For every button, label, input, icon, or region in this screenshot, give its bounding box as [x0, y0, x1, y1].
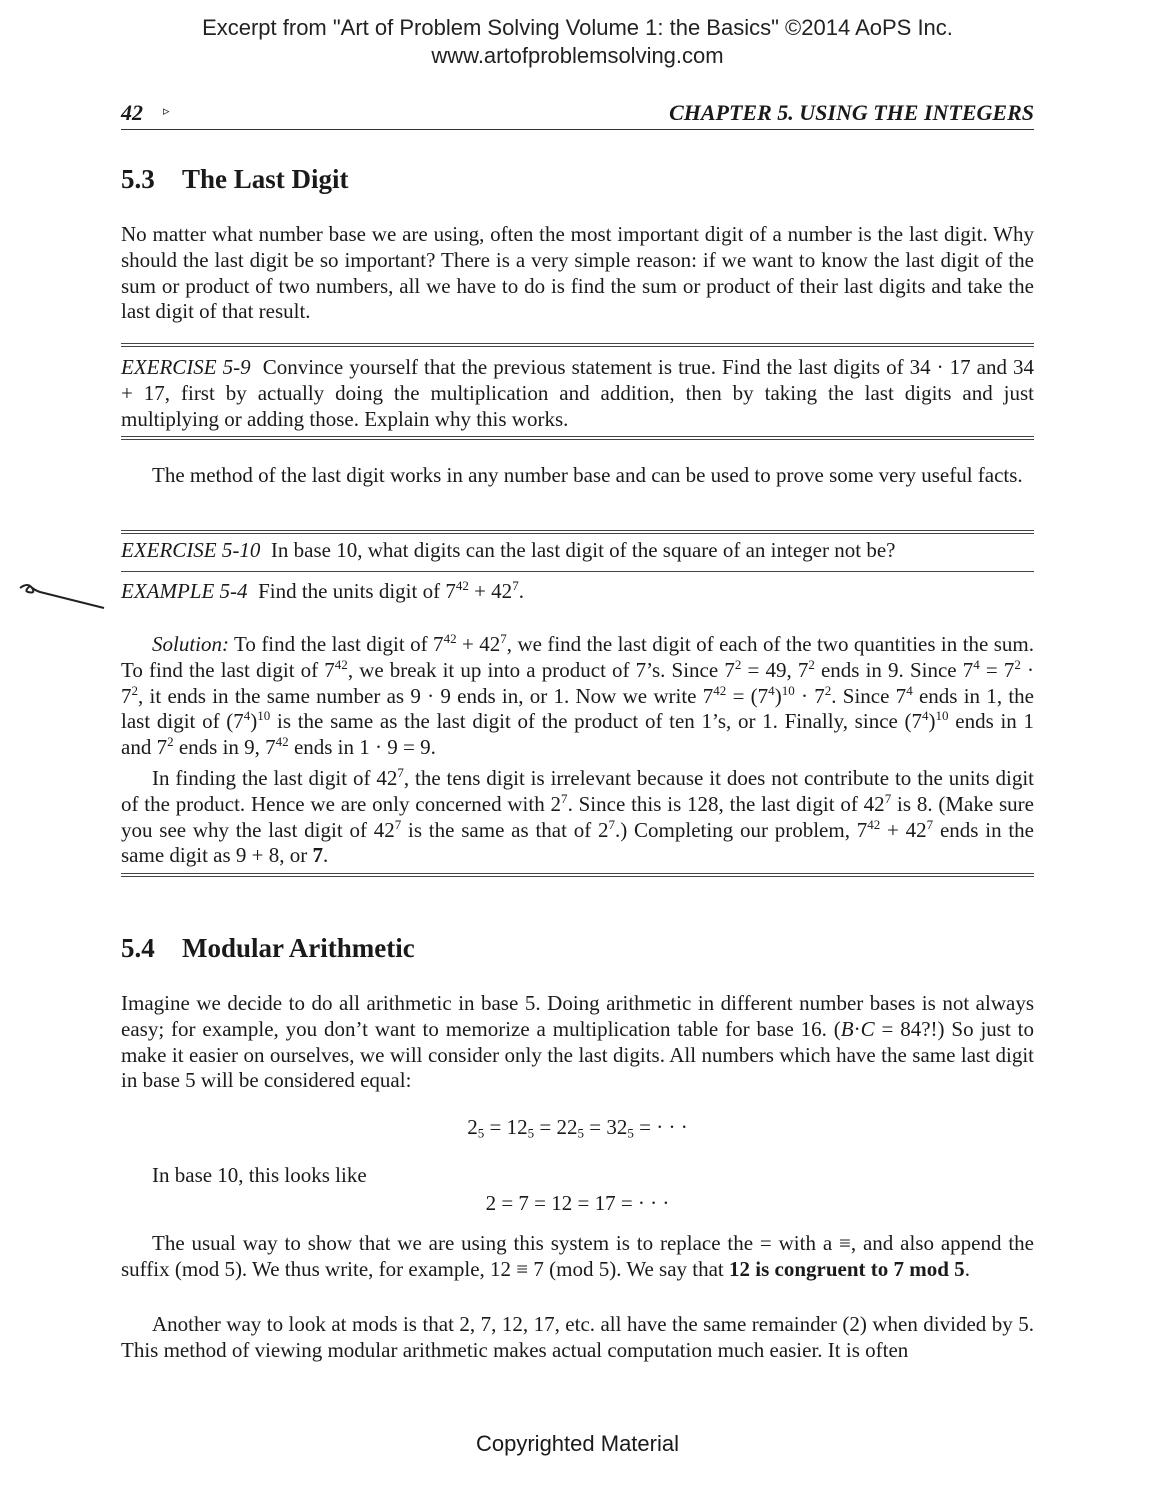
- section-title: Modular Arithmetic: [182, 933, 415, 963]
- section-title: The Last Digit: [182, 164, 349, 194]
- margin-pen-mark-icon: [18, 578, 108, 612]
- copyright-footer: Copyrighted Material: [476, 1431, 679, 1456]
- base10-intro: In base 10, this looks like: [152, 1163, 367, 1187]
- excerpt-header: [0, 14, 1155, 70]
- exercise-label: EXERCISE 5-9: [121, 355, 251, 379]
- base5-equation: $2_5 = 12_5 = 22_5 = 32_5$ = · · ·: [467, 1115, 688, 1141]
- method-paragraph: The method of the last digit works in any number base and can be used to prove some very useful facts.: [152, 463, 1023, 487]
- page-number: 42: [121, 100, 143, 125]
- example-bottom-rule: [121, 873, 1034, 877]
- section-heading-5-3: [121, 164, 349, 195]
- example-divider-rule: [121, 571, 1034, 572]
- exercise-text: In base 10, what digits can the last digit of the square of an integer not be?: [270, 538, 896, 562]
- excerpt-line-1: Excerpt from "Art of Problem Solving Volume 1: the Basics" ©2014 AoPS Inc.: [202, 15, 953, 40]
- example-label: EXAMPLE 5-4: [121, 579, 248, 603]
- exercise-label: EXERCISE 5-10: [121, 538, 261, 562]
- running-head-rule: [121, 129, 1034, 130]
- section-number: 5.3: [121, 164, 155, 194]
- example-text: Find the units digit of $7^{42} + 42^7$.: [258, 577, 524, 603]
- exercise-text: Convince yourself that the previous statement is true. Find the last digits of 34 · 17 and 34 + 17, first by actually doing the multiplication and addition, then by taking the last digits and just multiplying or adding those. Explain why this works.: [121, 355, 1034, 431]
- page-marker-icon: ▹: [163, 103, 170, 118]
- exercise-5-10-top-rule: [121, 530, 1034, 534]
- modular-intro-paragraph: Imagine we decide to do all arithmetic in base 5. Doing arithmetic in different number bases is not always easy; for example, you don’t want to memorize a multiplication table for base 16. (B·C = 84?!) So just to make it easier on ourselves, we will consider only the last digits. All numbers which have the same last digit in base 5 will be considered equal:: [121, 991, 1034, 1093]
- example-5-4: [121, 579, 1034, 605]
- running-head: [121, 100, 1034, 130]
- exercise-5-9: [121, 355, 1034, 432]
- section-heading-5-4: [121, 933, 415, 964]
- chapter-title: CHAPTER 5. USING THE INTEGERS: [669, 100, 1034, 125]
- solution-paragraph-1: Solution: To find the last digit of $7^{42} + 42^7$, we find the last digit of each of the two quantities in the sum. To find the last digit of $7^{42}$, we break it up into a product of 7’s. Since $7^2 = 49$, $7^2$ ends in 9. Since $7^4 = 7^2 \cdot 7^2$, it ends in the same number as 9 · 9 ends in, or 1. Now we write $7^{42} = (7^4)^{10} \cdot 7^2$. Since $7^4$ ends in 1, the last digit of $(7^4)^{10}$ is the same as the last digit of the product of ten 1’s, or 1. Finally, since $(7^4)^{10}$ ends in 1 and $7^2$ ends in 9, $7^{42}$ ends in 1 · 9 = 9.: [121, 630, 1035, 760]
- excerpt-line-2: www.artofproblemsolving.com: [431, 43, 724, 68]
- solution-paragraph-2: In finding the last digit of $42^7$, the tens digit is irrelevant because it does not contribute to the units digit of the product. Hence we are only concerned with $2^7$. Since this is 128, the last digit of $42^7$ is 8. (Make sure you see why the last digit of $42^7$ is the same as that of $2^7$.) Completing our problem, $7^{42} + 42^7$ ends in the same digit as 9 + 8, or 7.: [121, 764, 1035, 868]
- exercise-5-10: [121, 538, 1034, 564]
- base10-equation: 2 = 7 = 12 = 17 = · · ·: [485, 1191, 670, 1215]
- solution-label: Solution:: [152, 632, 229, 656]
- usual-way-paragraph: The usual way to show that we are using this system is to replace the = with a ≡, and also append the suffix (mod 5). We thus write, for example, 12 ≡ 7 (mod 5). We say that 12 is congruent to 7 mod 5.: [121, 1231, 1034, 1281]
- exercise-bottom-rule: [121, 436, 1034, 440]
- exercise-top-rule: [121, 343, 1034, 347]
- another-way-paragraph: Another way to look at mods is that 2, 7, 12, 17, etc. all have the same remainder (2) when divided by 5. This method of viewing modular arithmetic makes actual computation much easier. It is often: [121, 1312, 1034, 1362]
- section-intro-paragraph: No matter what number base we are using, often the most important digit of a number is the last digit. Why should the last digit be so important? There is a very simple reason: if we want to know the last digit of the sum or product of two numbers, all we have to do is find the sum or product of their last digits and take the last digit of that result.: [121, 222, 1034, 324]
- section-number: 5.4: [121, 933, 155, 963]
